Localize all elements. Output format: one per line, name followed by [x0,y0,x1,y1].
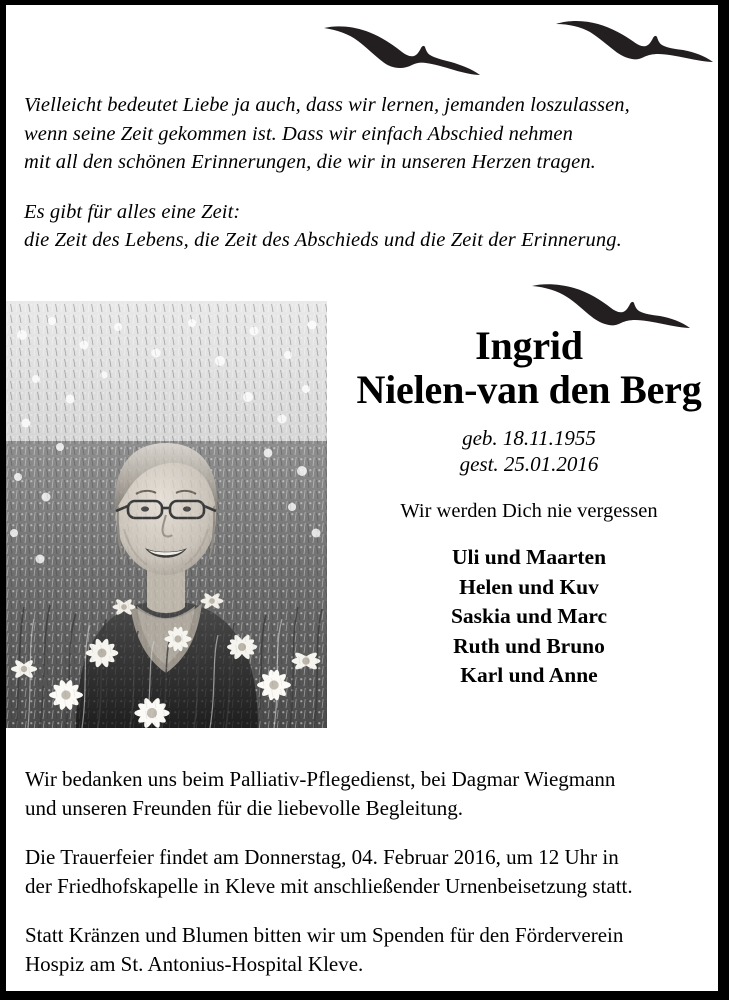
service-line: der Friedhofskapelle in Kleve mit anschließender Urnenbeisetzung statt. [25,874,633,898]
death-date: gest. 25.01.2016 [459,452,599,476]
donations-line: Hospiz am St. Antonius-Hospital Kleve. [25,952,364,976]
survivor-entry: Karl und Anne [460,663,598,687]
donations-paragraph [25,921,707,979]
service-paragraph [25,843,707,901]
deceased-block [340,325,718,691]
notice-canvas [6,5,718,991]
survivor-entry: Saskia und Marc [450,604,608,628]
deceased-last-name: Nielen-van den Berg [356,367,702,412]
life-dates [340,425,718,477]
thanks-line: und unseren Freunden für die liebevolle Begleitung. [25,796,463,820]
poem-stanza-1 [24,91,700,177]
seagull-icon [322,22,482,78]
portrait-photo-graphic [6,301,327,728]
notice-details [25,765,707,979]
poem-line: Es gibt für alles eine Zeit: [24,200,241,223]
poem-stanza-2 [24,198,700,255]
memorial-poem [24,91,700,255]
survivors-list [340,543,718,691]
service-line: Die Trauerfeier findet am Donnerstag, 04. Februar 2016, um 12 Uhr in [25,845,619,869]
poem-line: wenn seine Zeit gekommen ist. Dass wir einfach Abschied nehmen [24,122,573,145]
donations-line: Statt Kränzen und Blumen bitten wir um Spenden für den Förderverein [25,923,624,947]
survivor-entry: Helen und Kuv [459,574,599,599]
tribute-line: Wir werden Dich nie vergessen [400,500,658,522]
frame-border-bottom [0,991,729,1000]
survivor-entry: Uli und Maarten [451,545,607,569]
thanks-line: Wir bedanken uns beim Palliativ-Pflegedienst, bei Dagmar Wiegmann [25,767,616,791]
deceased-name [340,325,718,411]
poem-line: Vielleicht bedeutet Liebe ja auch, dass wir lernen, jemanden loszulassen, [24,94,630,116]
frame-border-right [718,0,729,1000]
poem-line: mit all den schönen Erinnerungen, die wir in unseren Herzen tragen. [24,151,596,173]
birth-date: geb. 18.11.1955 [462,426,596,450]
deceased-first-name: Ingrid [475,323,583,368]
seagull-icon [556,18,714,65]
poem-line: die Zeit des Lebens, die Zeit des Abschieds und die Zeit der Erinnerung. [24,229,622,251]
thanks-paragraph [25,765,707,823]
survivor-entry: Ruth und Bruno [453,633,605,658]
portrait-photo [6,301,327,728]
